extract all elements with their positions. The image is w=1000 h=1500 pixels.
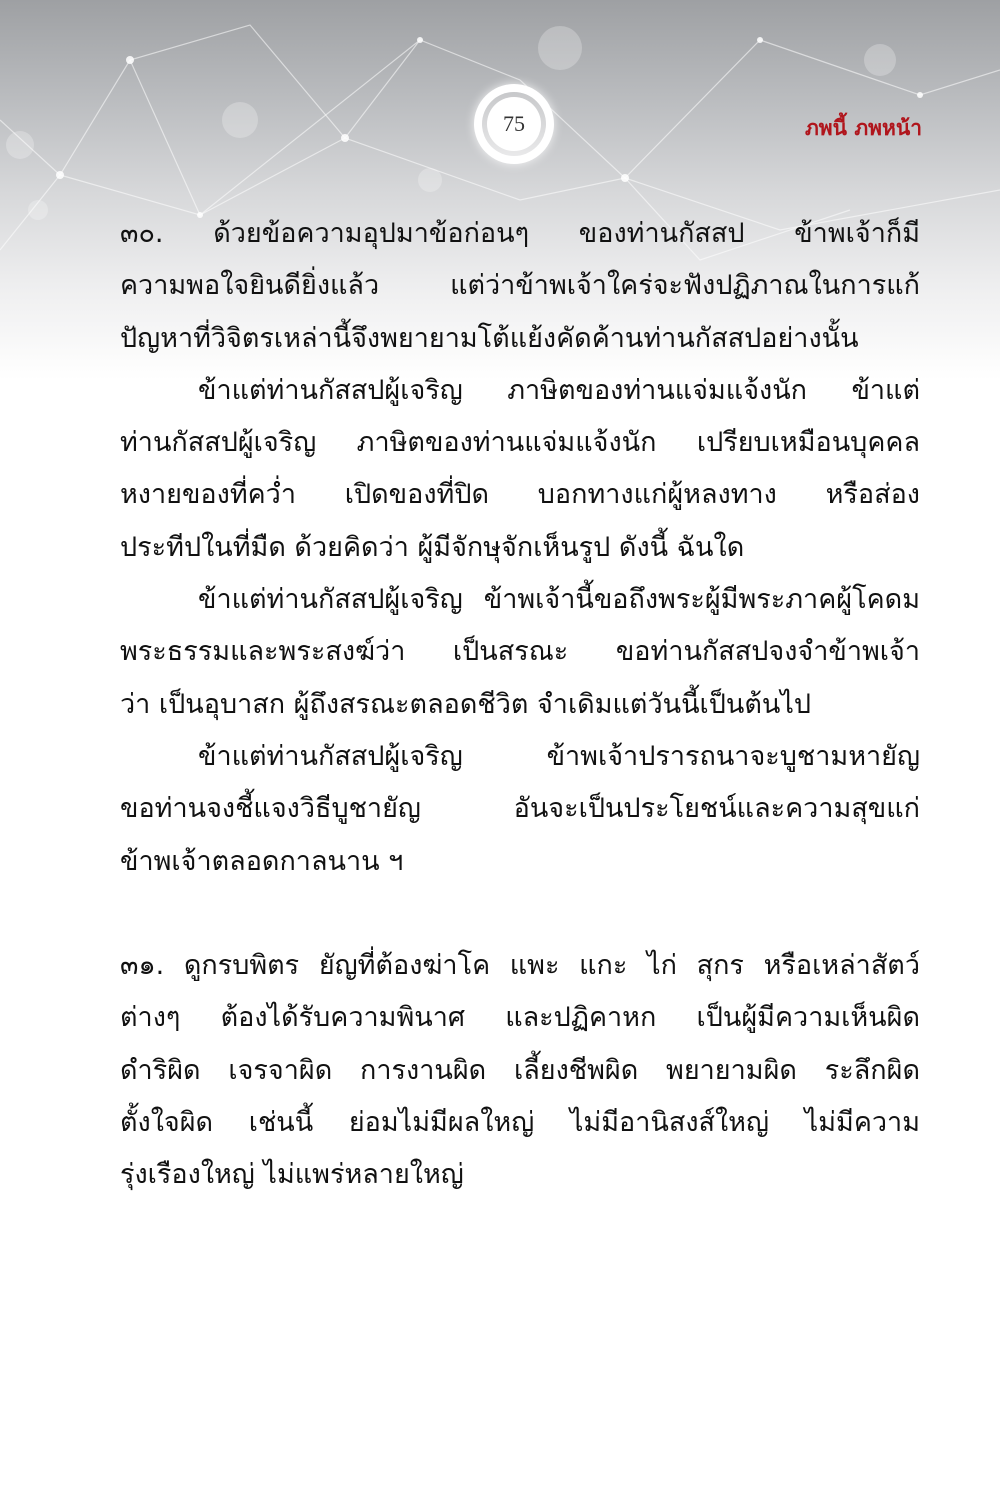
text-line: พระธรรมและพระสงฆ์ว่า เป็นสรณะ ขอท่านกัสสปจงจำข้าพเจ้า [120, 636, 920, 668]
page-number-ring [482, 92, 546, 156]
text-line: รุ่งเรืองใหญ่ ไม่แพร่หลายใหญ่ [120, 1159, 464, 1191]
text-line: ว่า เป็นอุบาสก ผู้ถึงสรณะตลอดชีวิต จำเดิมแต่วันนี้เป็นต้นไป [120, 688, 812, 720]
page-number: 75 [487, 97, 541, 151]
text-line: ดำริผิด เจรจาผิด การงานผิด เลี้ยงชีพผิด พยายามผิด ระลึกผิด [120, 1054, 920, 1086]
text-line: ท่านกัสสปผู้เจริญ ภาษิตของท่านแจ่มแจ้งนัก เปรียบเหมือนบุคคล [120, 427, 920, 459]
text-line: ความพอใจยินดียิ่งแล้ว แต่ว่าข้าพเจ้าใคร่จะฟังปฏิภาณในการแก้ [120, 270, 920, 302]
text-line: ตั้งใจผิด เช่นนี้ ย่อมไม่มีผลใหญ่ ไม่มีอานิสงส์ใหญ่ ไม่มีความ [120, 1107, 920, 1139]
section-30 [120, 208, 920, 888]
text-line: ข้าแต่ท่านกัสสปผู้เจริญ ข้าพเจ้าปรารถนาจะบูชามหายัญ [198, 740, 920, 772]
text-line: ๓๑. ดูกรบพิตร ยัญที่ต้องฆ่าโค แพะ แกะ ไก่ สุกร หรือเหล่าสัตว์ [120, 950, 920, 982]
text-line: ๓๐. ด้วยข้อความอุปมาข้อก่อนๆ ของท่านกัสสป ข้าพเจ้าก็มี [120, 218, 920, 249]
section-gap [120, 888, 920, 940]
body-text [120, 208, 920, 1202]
running-title: ภพนี้ ภพหน้า [804, 116, 922, 140]
section-31 [120, 940, 920, 1201]
page-number-badge [474, 84, 554, 164]
text-line: ขอท่านจงชี้แจงวิธีบูชายัญ อันจะเป็นประโยชน์และความสุขแก่ [120, 793, 920, 825]
text-line: ประทีปในที่มืด ด้วยคิดว่า ผู้มีจักษุจักเห็นรูป ดังนี้ ฉันใด [120, 531, 745, 563]
text-line: ต่างๆ ต้องได้รับความพินาศ และปฏิคาหก เป็นผู้มีความเห็นผิด [120, 1002, 920, 1034]
text-line: ปัญหาที่วิจิตรเหล่านี้จึงพยายามโต้แย้งคัดค้านท่านกัสสปอย่างนั้น [120, 322, 859, 354]
text-line: หงายของที่คว่ำ เปิดของที่ปิด บอกทางแก่ผู้หลงทาง หรือส่อง [120, 479, 920, 511]
text-line: ข้าแต่ท่านกัสสปผู้เจริญ ข้าพเจ้านี้ขอถึงพระผู้มีพระภาคผู้โคดม [198, 584, 920, 616]
text-line: ข้าพเจ้าตลอดกาลนาน ฯ [120, 845, 404, 877]
text-line: ข้าแต่ท่านกัสสปผู้เจริญ ภาษิตของท่านแจ่มแจ้งนัก ข้าแต่ [198, 374, 920, 406]
